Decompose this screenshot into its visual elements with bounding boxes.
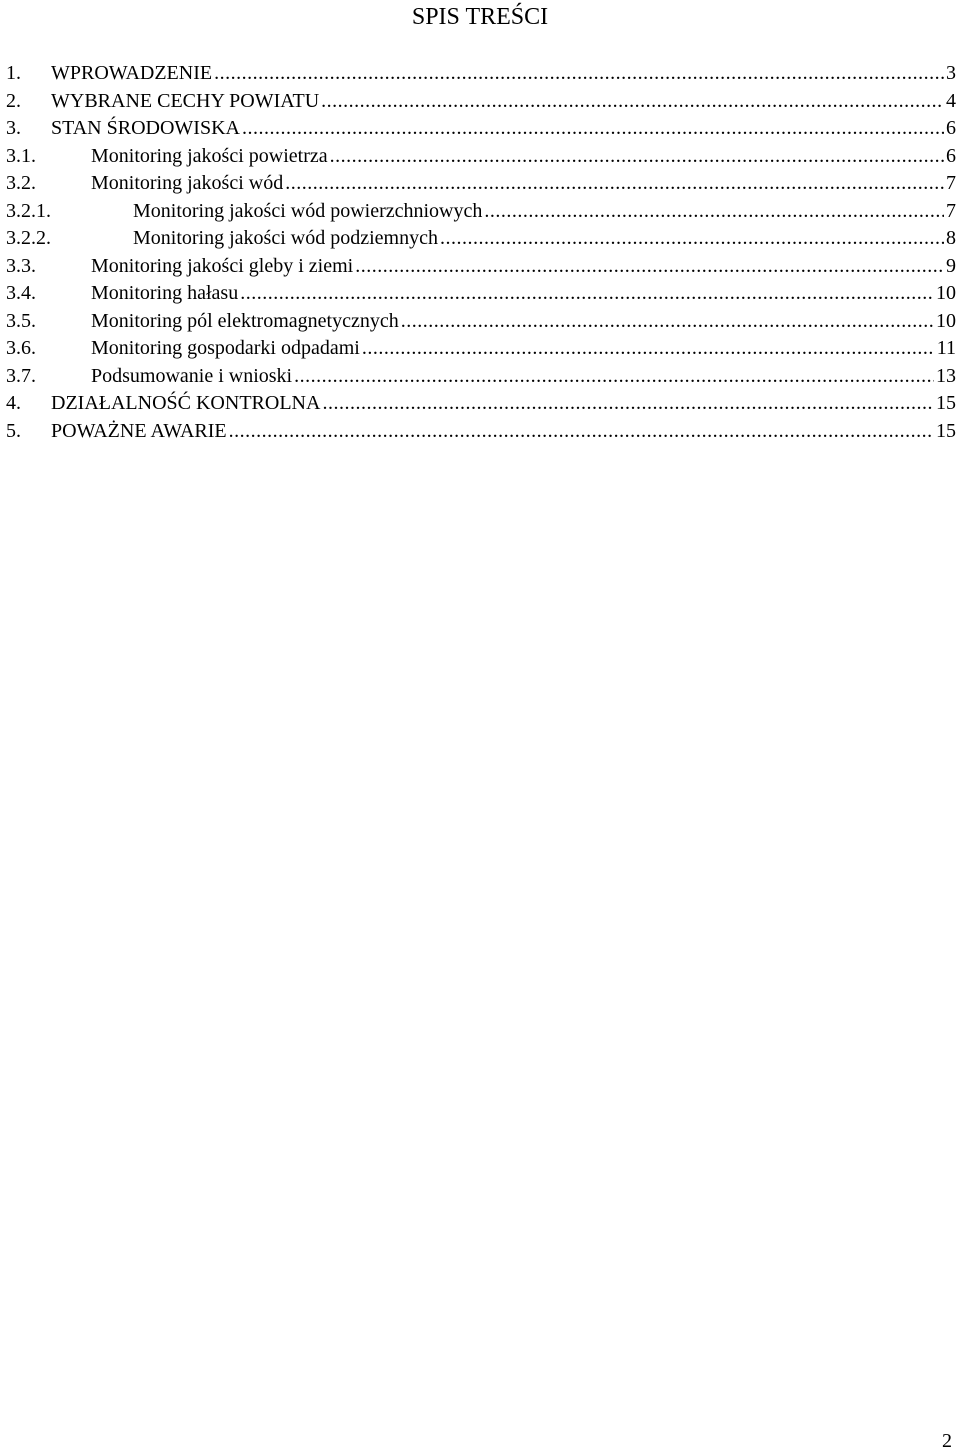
dot-leader <box>242 115 944 143</box>
dot-leader <box>285 170 944 198</box>
toc-entry-number: 3.3. <box>6 254 36 277</box>
toc-entry[interactable] <box>6 363 956 391</box>
toc-entry-number: 3. <box>6 117 21 139</box>
toc-entry-title: POWAŻNE AWARIE <box>51 419 227 442</box>
toc-entry-title: Monitoring jakości wód powierzchniowych <box>133 199 483 222</box>
toc-entry[interactable] <box>6 253 956 281</box>
toc-entry-page: 6 <box>946 144 956 167</box>
toc-entry-number: 3.2. <box>6 172 36 194</box>
toc-entry-page: 6 <box>946 117 956 139</box>
toc-entry-title: Monitoring jakości wód <box>91 172 284 194</box>
toc-entry[interactable] <box>6 280 956 308</box>
toc-title: SPIS TREŚCI <box>411 4 549 30</box>
toc-entry-title: Podsumowanie i wnioski <box>91 364 293 387</box>
toc-entry-page: 8 <box>946 227 956 249</box>
toc-entry[interactable] <box>6 115 956 143</box>
toc-entry-number: 3.6. <box>6 337 36 359</box>
toc-entry-number: 3.7. <box>6 364 36 387</box>
page-number: 2 <box>942 1430 952 1452</box>
toc-entry-page: 15 <box>936 419 956 442</box>
toc-entry[interactable] <box>6 143 956 171</box>
toc-entry-page: 7 <box>946 172 956 194</box>
toc-entry-title: Monitoring jakości gleby i ziemi <box>91 254 354 277</box>
toc-entry-page: 15 <box>936 392 956 414</box>
toc-entry[interactable] <box>6 225 956 253</box>
toc-entry-title: Monitoring gospodarki odpadami <box>91 337 360 359</box>
toc-entry-title: WYBRANE CECHY POWIATU <box>51 89 320 112</box>
toc-entry[interactable] <box>6 198 956 226</box>
dot-leader <box>401 308 934 336</box>
dot-leader <box>330 143 944 171</box>
dot-leader <box>240 280 934 308</box>
toc-entry[interactable] <box>6 418 956 446</box>
dot-leader <box>362 335 935 363</box>
dot-leader <box>321 88 944 116</box>
toc-entry[interactable] <box>6 88 956 116</box>
toc-entry[interactable] <box>6 170 956 198</box>
toc-entry-title: DZIAŁALNOŚĆ KONTROLNA <box>51 392 321 414</box>
toc-entry-number: 3.5. <box>6 309 36 332</box>
toc-entry-number: 3.1. <box>6 144 36 167</box>
toc-entry[interactable] <box>6 60 956 88</box>
toc-entry-title: Monitoring jakości wód podziemnych <box>133 227 438 249</box>
toc-entry-number: 2. <box>6 89 21 112</box>
toc-entry-number: 1. <box>6 62 21 84</box>
toc-entry[interactable] <box>6 335 956 363</box>
dot-leader <box>322 390 934 418</box>
toc-entry-page: 10 <box>936 282 956 304</box>
toc-entry-page: 4 <box>946 89 956 112</box>
toc-entry-page: 9 <box>946 254 956 277</box>
toc-entry-number: 4. <box>6 392 21 414</box>
dot-leader <box>214 60 944 88</box>
table-of-contents <box>6 60 956 445</box>
dot-leader <box>229 418 934 446</box>
toc-entry-title: Monitoring jakości powietrza <box>91 144 328 167</box>
toc-entry-page: 7 <box>946 199 956 222</box>
toc-entry-title: STAN ŚRODOWISKA <box>51 117 240 139</box>
toc-entry-page: 3 <box>946 62 956 84</box>
toc-entry-page: 13 <box>936 364 956 387</box>
dot-leader <box>355 253 944 281</box>
dot-leader <box>484 198 944 226</box>
toc-entry-title: Monitoring hałasu <box>91 282 239 304</box>
toc-entry-number: 3.4. <box>6 282 36 304</box>
toc-entry-page: 11 <box>936 337 956 359</box>
toc-entry-number: 5. <box>6 419 21 442</box>
dot-leader <box>440 225 944 253</box>
toc-entry-number: 3.2.2. <box>6 227 51 249</box>
toc-entry-title: Monitoring pól elektromagnetycznych <box>91 309 399 332</box>
dot-leader <box>294 363 934 391</box>
toc-entry-page: 10 <box>936 309 956 332</box>
toc-entry[interactable] <box>6 390 956 418</box>
toc-entry-number: 3.2.1. <box>6 199 51 222</box>
toc-entry[interactable] <box>6 308 956 336</box>
toc-entry-title: WPROWADZENIE <box>51 62 213 84</box>
